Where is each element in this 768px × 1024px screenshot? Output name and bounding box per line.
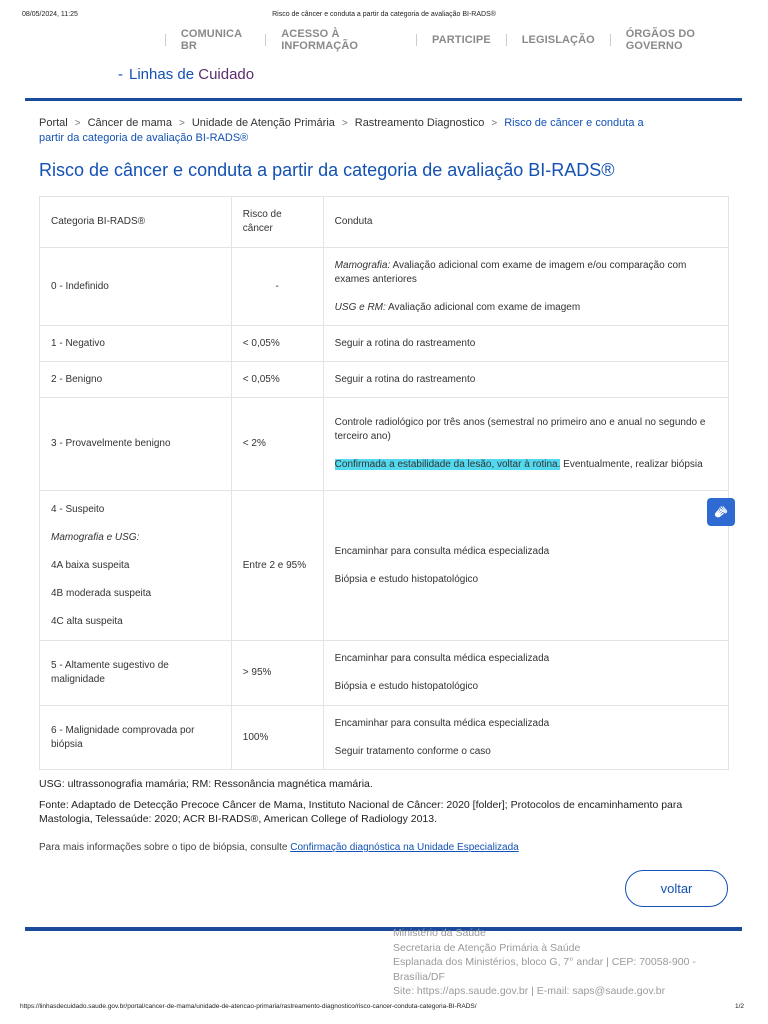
conduct-text: Biópsia e estudo histopatológico [334,573,479,585]
table-row [40,641,729,706]
more-info-label: Para mais informações sobre o tipo de biópsia, consulte [39,842,291,853]
table-row [40,248,729,326]
voltar-button[interactable]: voltar [625,870,728,907]
chevron-right-icon: > [178,118,185,129]
cell-category: 2 - Benigno [40,362,232,398]
cell-risk: > 95% [231,641,323,706]
brand-part2: Cuidado [198,66,255,83]
conduct-text: Controle radiológico por três anos (semestral no primeiro ano e anual no segundo e terceiro ano) [334,417,706,442]
print-page-number: 1/2 [734,1003,744,1010]
conduct-text-rest: Eventualmente, realizar biópsia [560,459,703,470]
table-row [40,491,729,641]
table-row [40,706,729,770]
breadcrumb-unidade-atencao-primaria[interactable]: Unidade de Atenção Primária [191,117,335,129]
conduct-label-mamografia: Mamografia: [334,259,391,271]
cell-category: 0 - Indefinido [40,248,232,326]
cell-conduct [323,706,728,770]
conduct-text-mamografia: Avaliação adicional com exame de imagem e/ou comparação com exames anteriores [334,259,687,285]
cell-risk: Entre 2 e 95% [231,491,323,641]
table-row [40,398,729,491]
nav-divider [416,34,417,46]
footer-ministry: Ministério da Saúde [393,927,486,939]
gov-top-nav [150,28,738,52]
link-confirmacao-diagnostica[interactable]: Confirmação diagnóstica na Unidade Especializada [290,842,519,853]
cell-conduct [323,398,728,491]
header-category: Categoria BI-RADS® [40,197,232,248]
print-footer [20,1003,748,1013]
breadcrumb [39,116,659,145]
nav-orgaos-governo[interactable]: ÓRGÃOS DO GOVERNO [625,28,696,52]
footer-address: Esplanada dos Ministérios, bloco G, 7° andar | CEP: 70058-900 - Brasília/DF [393,956,696,983]
page-title: Risco de câncer e conduta a partir da categoria de avaliação BI-RADS® [39,160,615,180]
cell-risk: < 2% [231,398,323,491]
breadcrumb-rastreamento[interactable]: Rastreamento Diagnostico [354,117,485,129]
nav-divider [265,34,266,46]
cell-category: 5 - Altamente sugestivo de malignidade [40,641,232,706]
breadcrumb-cancer-de-mama[interactable]: Câncer de mama [87,117,172,129]
chevron-right-icon: > [74,118,81,129]
nav-comunica-br[interactable]: COMUNICA BR [180,28,242,52]
cell-conduct [323,491,728,641]
cell-conduct [323,248,728,326]
cell-category: 1 - Negativo [40,326,232,362]
hands-sign-language-icon [712,503,730,521]
print-url: https://linhasdecuidado.saude.gov.br/portal/cancer-de-mama/unidade-de-atencao-primaria/rastreamento-diagnostico/risco-cancer-conduta-categoria-BI-RADS/ [20,1003,477,1010]
nav-acesso-informacao[interactable]: ACESSO À INFORMAÇÃO [281,28,359,52]
cell-risk: 100% [231,706,323,770]
nav-divider [506,34,507,46]
footnote-source: Fonte: Adaptado de Detecção Precoce Câncer de Mama, Instituto Nacional de Câncer: 2020 [folder]; Protocolos de encaminhamento para Mastologia, Telessaúde: 2020; ACR BI-RADS®, American College of Radiology 2013. [39,799,683,825]
subcategory-4b: 4B moderada suspeita [51,587,152,599]
category-sublabel: Mamografia e USG: [51,531,140,543]
cell-category [40,491,232,641]
footer-contact: Site: https://aps.saude.gov.br | E-mail: saps@saude.gov.br [393,985,666,997]
table-header-row [40,197,729,248]
footer-info [393,926,733,999]
print-date: 08/05/2024, 11:25 [22,11,78,18]
category-label: 4 - Suspeito [51,503,105,515]
nav-legislacao[interactable]: LEGISLAÇÃO [521,34,595,46]
conduct-text: Encaminhar para consulta médica especializada [334,545,550,557]
cell-category: 3 - Provavelmente benigno [40,398,232,491]
breadcrumb-portal[interactable]: Portal [39,117,68,129]
conduct-text-usg-rm: Avaliação adicional com exame de imagem [385,301,581,313]
print-doc-title: Risco de câncer e conduta a partir da categoria de avaliação BI-RADS® [272,11,496,18]
cell-risk: - [231,248,323,326]
footnote-abbreviations: USG: ultrassonografia mamária; RM: Ressonância magnética mamária. [39,778,373,790]
cell-conduct [323,641,728,706]
conduct-text: Seguir tratamento conforme o caso [334,745,491,757]
header-divider [25,98,742,101]
site-brand-link[interactable] [118,66,254,83]
conduct-text: Encaminhar para consulta médica especializada [334,653,550,664]
breadcrumb-current: Risco de câncer e conduta a partir da categoria de avaliação BI-RADS® [39,117,644,144]
print-header [20,11,748,23]
subcategory-4c: 4C alta suspeita [51,615,123,627]
nav-participe[interactable]: PARTICIPE [432,34,491,46]
conduct-label-usg-rm: USG e RM: [334,301,386,313]
cell-risk: < 0,05% [231,362,323,398]
subcategory-4a: 4A baixa suspeita [51,559,130,571]
highlighted-text: Confirmada a estabilidade da lesão, voltar à rotina. [334,459,561,470]
nav-divider [165,34,166,46]
table-row [40,362,729,398]
footer-secretariat: Secretaria de Atenção Primária à Saúde [393,941,581,954]
conduct-text: Biópsia e estudo histopatológico [334,681,479,692]
chevron-right-icon: > [491,118,498,129]
nav-divider [610,34,611,46]
more-info-text [39,842,519,853]
cell-risk: < 0,05% [231,326,323,362]
cell-category: 6 - Malignidade comprovada por biópsia [40,706,232,770]
cell-conduct: Seguir a rotina do rastreamento [323,362,728,398]
header-conduct: Conduta [323,197,728,248]
birads-table [39,196,729,770]
header-risk: Risco de câncer [231,197,323,248]
table-row [40,326,729,362]
chevron-right-icon: > [341,118,348,129]
brand-dash: - [118,66,123,83]
conduct-text: Encaminhar para consulta médica especializada [334,717,550,729]
cell-conduct: Seguir a rotina do rastreamento [323,326,728,362]
vlibras-button[interactable] [707,498,735,526]
brand-part1: Linhas de [129,66,195,83]
